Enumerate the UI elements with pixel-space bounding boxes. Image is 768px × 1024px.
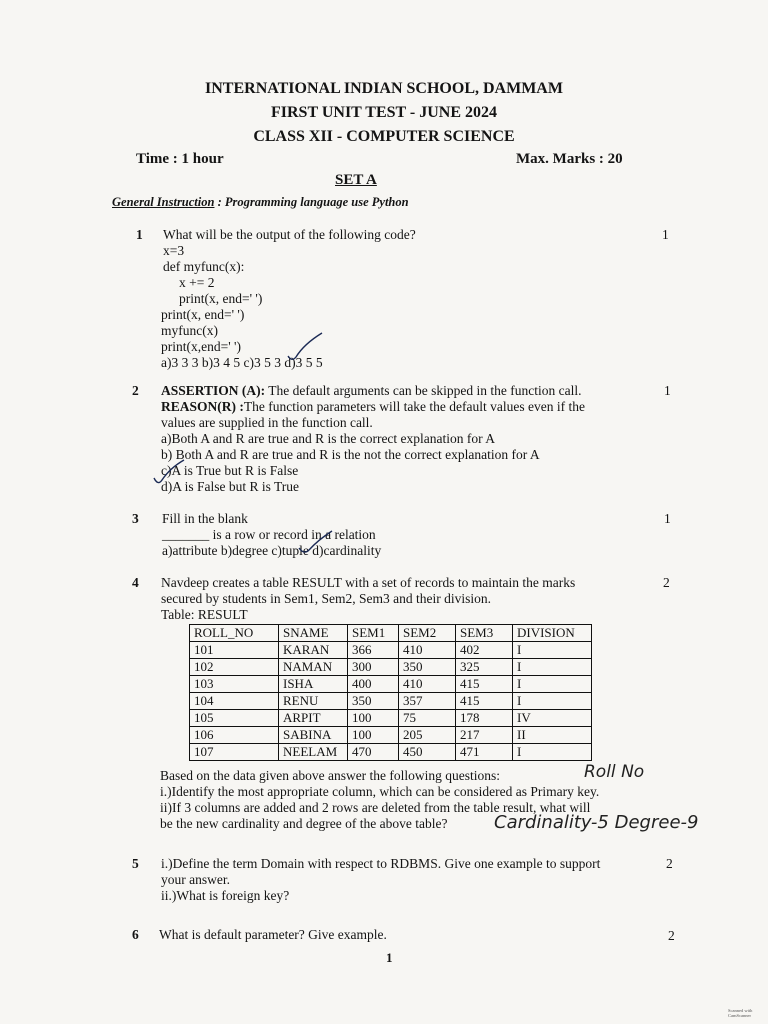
table-cell: 217: [456, 727, 513, 744]
q1-code-line: x=3: [163, 243, 185, 258]
table-cell: 75: [399, 710, 456, 727]
q2-option: a)Both A and R are true and R is the correct explanation for A: [161, 431, 496, 446]
table-cell: 105: [190, 710, 279, 727]
q1-code-line: def myfunc(x):: [163, 259, 245, 274]
class-title: CLASS XII - COMPUTER SCIENCE: [253, 128, 515, 145]
q5-text: ii.)What is foreign key?: [161, 888, 290, 903]
q3-blank-line: _______ is a row or record in a relation: [162, 527, 376, 542]
table-cell: 107: [190, 744, 279, 761]
table-cell: 471: [456, 744, 513, 761]
table-cell: ARPIT: [279, 710, 348, 727]
assertion-label: ASSERTION (A):: [161, 383, 266, 398]
question-number: 2: [132, 383, 139, 398]
column-header: SEM2: [399, 625, 456, 642]
q1-code-line: print(x,end=' '): [161, 339, 241, 354]
column-header: ROLL_NO: [190, 625, 279, 642]
question-marks: 2: [663, 575, 670, 590]
question-number: 1: [136, 227, 143, 242]
table-cell: KARAN: [279, 642, 348, 659]
table-cell: 205: [399, 727, 456, 744]
q1-options: a)3 3 3 b)3 4 5 c)3 5 3 d)3 5 5: [161, 355, 323, 370]
table-cell: 415: [456, 676, 513, 693]
q4-subquestion: be the new cardinality and degree of the above table?: [160, 816, 448, 831]
q5-text: your answer.: [161, 872, 230, 887]
q4-text: secured by students in Sem1, Sem2, Sem3 and their division.: [161, 591, 491, 606]
page-number: 1: [386, 950, 393, 965]
table-cell: 101: [190, 642, 279, 659]
q1-code-line: print(x, end=' '): [179, 291, 263, 306]
table-cell: 415: [456, 693, 513, 710]
instruction-text: : Programming language use Python: [214, 195, 409, 209]
q1-code-line: myfunc(x): [161, 323, 218, 338]
question-marks: 1: [662, 227, 669, 242]
question-marks: 1: [664, 511, 671, 526]
tick-mark-icon: [150, 456, 190, 492]
table-cell: 100: [348, 727, 399, 744]
table-cell: RENU: [279, 693, 348, 710]
table-cell: 402: [456, 642, 513, 659]
table-cell: IV: [513, 710, 592, 727]
max-marks-label: Max. Marks : 20: [516, 151, 623, 167]
table-cell: 400: [348, 676, 399, 693]
table-cell: NEELAM: [279, 744, 348, 761]
reason-label: REASON(R) :: [161, 399, 244, 414]
table-header-row: [190, 625, 592, 642]
q6-text: What is default parameter? Give example.: [159, 927, 387, 942]
table-cell: ISHA: [279, 676, 348, 693]
question-marks: 2: [668, 928, 675, 943]
table-cell: NAMAN: [279, 659, 348, 676]
q2-option: d)A is False but R is True: [161, 479, 300, 494]
column-header: DIVISION: [513, 625, 592, 642]
table-row: [190, 744, 592, 761]
table-cell: SABINA: [279, 727, 348, 744]
q4-prompt: Based on the data given above answer the following questions:: [160, 768, 501, 783]
time-label: Time : 1 hour: [136, 151, 224, 167]
question-number: 4: [132, 575, 139, 590]
table-caption: Table: RESULT: [161, 607, 248, 622]
tick-mark-icon: [296, 528, 336, 558]
table-row: [190, 727, 592, 744]
q2-assertion: [161, 383, 581, 399]
question-number: 6: [132, 927, 139, 942]
set-label: SET A: [335, 172, 377, 188]
table-row: [190, 676, 592, 693]
q3-text: Fill in the blank: [162, 511, 248, 526]
q4-subquestion: i.)Identify the most appropriate column, which can be considered as Primary key.: [160, 784, 600, 799]
q1-code-line: x += 2: [179, 275, 215, 290]
handwritten-answer: Roll No: [584, 762, 645, 782]
table-row: [190, 659, 592, 676]
question-number: 5: [132, 856, 139, 871]
column-header: SEM1: [348, 625, 399, 642]
table-cell: 106: [190, 727, 279, 744]
table-cell: 410: [399, 676, 456, 693]
q2-option: b) Both A and R are true and R is the not the correct explanation for A: [161, 447, 540, 462]
q2-reason-cont: values are supplied in the function call.: [161, 415, 373, 430]
table-cell: 470: [348, 744, 399, 761]
table-cell: 350: [348, 693, 399, 710]
table-row: [190, 710, 592, 727]
table-cell: 325: [456, 659, 513, 676]
table-cell: 366: [348, 642, 399, 659]
table-cell: 300: [348, 659, 399, 676]
handwritten-answer: Cardinality-5 Degree-9: [494, 812, 699, 833]
table-cell: 450: [399, 744, 456, 761]
result-table: [189, 624, 592, 761]
assertion-text: The default arguments can be skipped in the function call.: [265, 383, 582, 398]
question-marks: 1: [664, 383, 671, 398]
exam-title: FIRST UNIT TEST - JUNE 2024: [271, 104, 497, 121]
tick-mark-icon: [284, 330, 328, 366]
table-cell: 103: [190, 676, 279, 693]
table-cell: I: [513, 744, 592, 761]
table-cell: 357: [399, 693, 456, 710]
table-row: [190, 693, 592, 710]
table-cell: 178: [456, 710, 513, 727]
table-cell: 410: [399, 642, 456, 659]
scanner-watermark: Scanned with CamScanner: [728, 1008, 753, 1018]
q4-text: Navdeep creates a table RESULT with a set of records to maintain the marks: [161, 575, 576, 590]
question-number: 3: [132, 511, 139, 526]
q4-subquestion: ii)If 3 columns are added and 2 rows are deleted from the table result, what will: [160, 800, 591, 815]
q1-text: What will be the output of the following code?: [163, 227, 416, 242]
table-row: [190, 642, 592, 659]
general-instruction: [112, 195, 409, 210]
instruction-label: General Instruction: [112, 195, 215, 209]
q2-option: c)A is True but R is False: [161, 463, 299, 478]
column-header: SNAME: [279, 625, 348, 642]
table-cell: 104: [190, 693, 279, 710]
table-cell: I: [513, 676, 592, 693]
reason-text: The function parameters will take the default values even if the: [243, 399, 585, 414]
column-header: SEM3: [456, 625, 513, 642]
q2-reason: [161, 399, 585, 415]
table-cell: 102: [190, 659, 279, 676]
school-name: INTERNATIONAL INDIAN SCHOOL, DAMMAM: [205, 80, 563, 97]
question-marks: 2: [666, 856, 673, 871]
table-cell: II: [513, 727, 592, 744]
table-cell: I: [513, 642, 592, 659]
table-cell: I: [513, 693, 592, 710]
q3-options: a)attribute b)degree c)tuple d)cardinality: [162, 543, 382, 558]
table-cell: 100: [348, 710, 399, 727]
q1-code-line: print(x, end=' '): [161, 307, 245, 322]
q5-text: i.)Define the term Domain with respect to RDBMS. Give one example to support: [161, 856, 601, 871]
table-cell: 350: [399, 659, 456, 676]
table-cell: I: [513, 659, 592, 676]
